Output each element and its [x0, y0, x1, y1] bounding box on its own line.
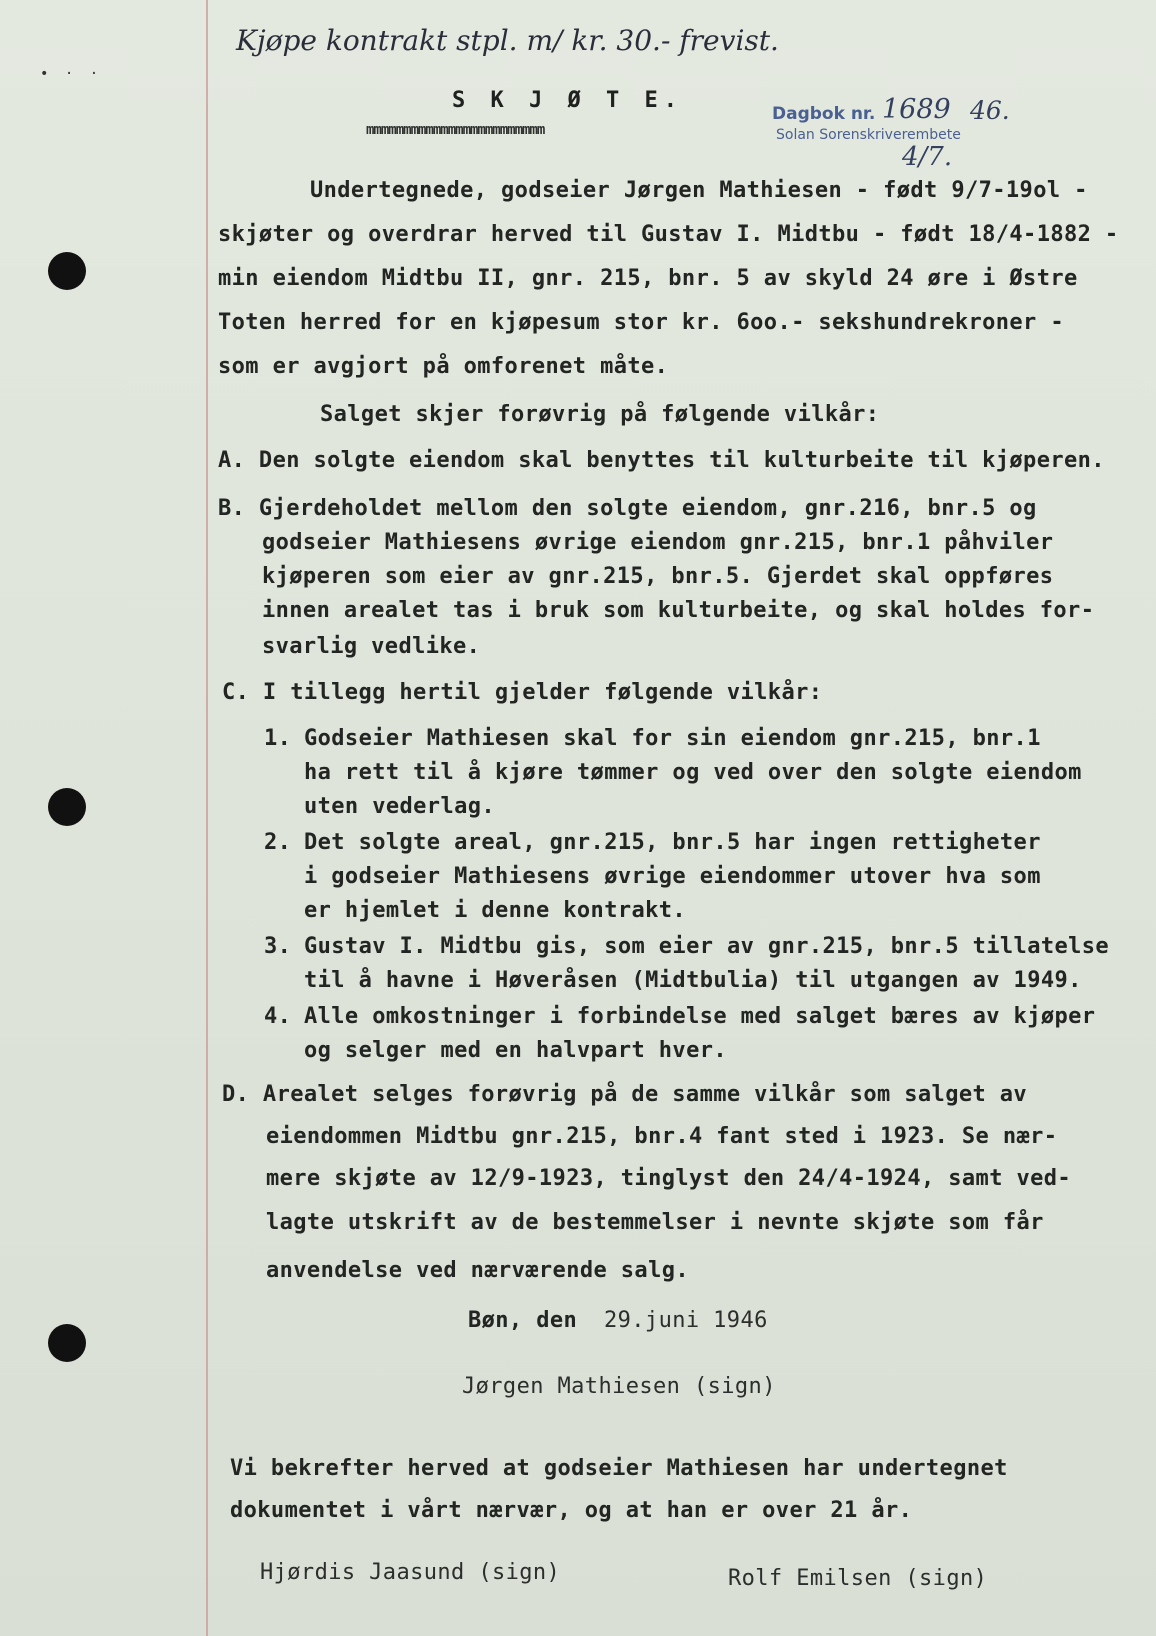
intro-line-2: skjøter og overdrar herved til Gustav I. Midtbu - født 18/4-1882 -: [218, 222, 1119, 247]
sub-item-4-number: 4.: [264, 1004, 292, 1029]
intro-line-5: som er avgjort på omforenet måte.: [218, 354, 669, 379]
intro-line-1: Undertegnede, godseier Jørgen Mathiesen - født 9/7-19ol -: [310, 178, 1088, 203]
clause-d-line-5: anvendelse ved nærværende salg.: [266, 1258, 689, 1283]
clause-d-line-3: mere skjøte av 12/9-1923, tinglyst den 24/4-1924, samt ved-: [266, 1166, 1072, 1191]
intro-line-3: min eiendom Midtbu II, gnr. 215, bnr. 5 av skyld 24 øre i Østre: [218, 266, 1078, 291]
sub-item-1-line-2: ha rett til å kjøre tømmer og ved over den solgte eiendom: [304, 760, 1082, 785]
punch-hole-1: [48, 252, 86, 290]
sub-item-3-line-2: til å havne i Høveråsen (Midtbulia) til utgangen av 1949.: [304, 968, 1082, 993]
sub-item-2-line-1: Det solgte areal, gnr.215, bnr.5 har ingen rettigheter: [304, 830, 1041, 855]
sub-item-4-line-1: Alle omkostninger i forbindelse med salget bæres av kjøper: [304, 1004, 1096, 1029]
sub-item-2-number: 2.: [264, 830, 292, 855]
margin-marks: • · ·: [40, 66, 103, 82]
sub-item-3-line-1: Gustav I. Midtbu gis, som eier av gnr.215, bnr.5 tillatelse: [304, 934, 1110, 959]
stamp-label: Dagbok nr.: [772, 104, 876, 124]
stamp-year: 46.: [970, 96, 1010, 125]
clause-b-line-4: innen arealet tas i bruk som kulturbeite, og skal holdes for-: [262, 598, 1095, 623]
stamp-folio: 4/7.: [902, 142, 953, 172]
sub-item-1-line-1: Godseier Mathiesen skal for sin eiendom gnr.215, bnr.1: [304, 726, 1041, 751]
document-title: S K J Ø T E.: [452, 88, 683, 113]
clause-d-line-4: lagte utskrift av de bestemmelser i nevnte skjøte som får: [266, 1210, 1044, 1235]
witness-statement-line-1: Vi bekrefter herved at godseier Mathiesen har undertegnet: [230, 1456, 1008, 1481]
document-date: 29.juni 1946: [604, 1308, 768, 1333]
seller-signature: Jørgen Mathiesen (sign): [462, 1374, 776, 1399]
punch-hole-3: [48, 1324, 86, 1362]
punch-hole-2: [48, 788, 86, 826]
witness-2-signature: Rolf Emilsen (sign): [728, 1566, 988, 1591]
handwritten-note: Kjøpe kontrakt stpl. m/ kr. 30.- frevist.: [236, 24, 779, 57]
clause-b-line-2: godseier Mathiesens øvrige eiendom gnr.215, bnr.1 påhviler: [262, 530, 1054, 555]
clause-b-line-1: B. Gjerdeholdet mellom den solgte eiendom, gnr.216, bnr.5 og: [218, 496, 1037, 521]
sub-item-1-line-3: uten vederlag.: [304, 794, 496, 819]
clause-c-heading: C. I tillegg hertil gjelder følgende vilkår:: [222, 680, 823, 705]
conditions-heading: Salget skjer forøvrig på følgende vilkår:: [320, 402, 880, 427]
clause-b-line-3: kjøperen som eier av gnr.215, bnr.5. Gjerdet skal oppføres: [262, 564, 1054, 589]
clause-d-line-1: D. Arealet selges forøvrig på de samme vilkår som salget av: [222, 1082, 1028, 1107]
title-underline: mmmmmmmmmmmmmmmmmmmmmmmm: [366, 122, 545, 138]
sub-item-2-line-2: i godseier Mathiesens øvrige eiendommer utover hva som: [304, 864, 1041, 889]
clause-a: A. Den solgte eiendom skal benyttes til kulturbeite til kjøperen.: [218, 448, 1105, 473]
witness-1-signature: Hjørdis Jaasund (sign): [260, 1560, 561, 1585]
clause-d-line-2: eiendommen Midtbu gnr.215, bnr.4 fant sted i 1923. Se nær-: [266, 1124, 1058, 1149]
sub-item-2-line-3: er hjemlet i denne kontrakt.: [304, 898, 687, 923]
stamp-office: Solan Sorenskriverembete: [776, 127, 961, 143]
clause-b-line-5: svarlig vedlike.: [262, 634, 481, 659]
stamp-entry-number: 1689: [882, 94, 951, 125]
margin-rule: [206, 0, 208, 1636]
sub-item-3-number: 3.: [264, 934, 292, 959]
sub-item-4-line-2: og selger med en halvpart hver.: [304, 1038, 727, 1063]
sub-item-1-number: 1.: [264, 726, 292, 751]
intro-line-4: Toten herred for en kjøpesum stor kr. 6oo.- sekshundrekroner -: [218, 310, 1064, 335]
place-date-prefix: Bøn, den: [468, 1308, 578, 1333]
witness-statement-line-2: dokumentet i vårt nærvær, og at han er over 21 år.: [230, 1498, 913, 1523]
